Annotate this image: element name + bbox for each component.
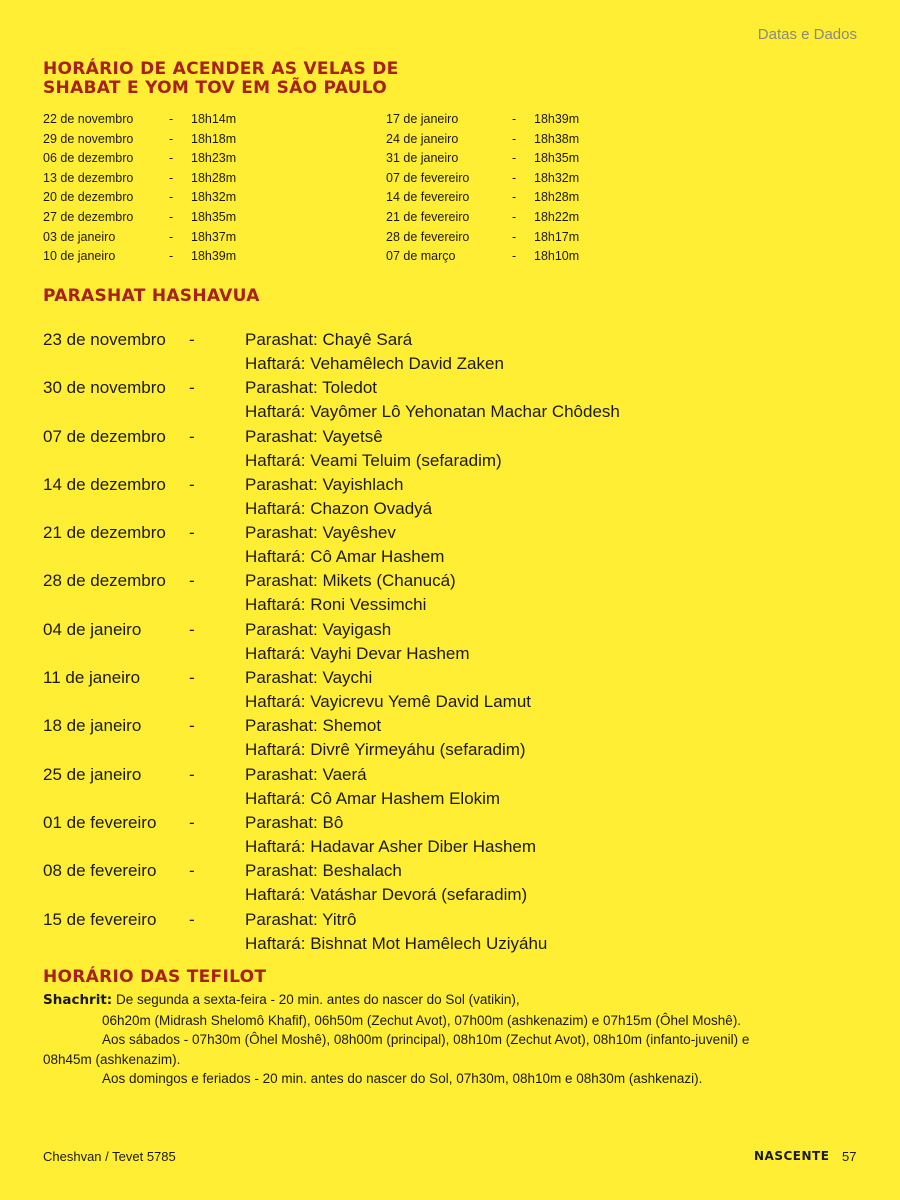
parashat-date: 18 de janeiro bbox=[43, 716, 142, 736]
tefilot-title: HORÁRIO DAS TEFILOT bbox=[43, 967, 267, 987]
parashat-name: Parashat: Vayishlach bbox=[245, 474, 404, 494]
candle-time: 18h37m bbox=[191, 229, 237, 244]
parashat-name: Parashat: Vayigash bbox=[245, 619, 392, 639]
candle-time: 18h17m bbox=[534, 229, 580, 244]
tefilot-weekday-text: De segunda a sexta-feira - 20 min. antes do nascer do Sol (vatikin), bbox=[112, 992, 520, 1007]
candle-date: 21 de fevereiro bbox=[386, 209, 470, 224]
candle-dash: - bbox=[512, 112, 517, 126]
parashat-date: 14 de dezembro bbox=[43, 474, 166, 494]
candle-date: 07 de março bbox=[386, 249, 456, 264]
tefilot-line: 08h45m (ashkenazim). bbox=[43, 1051, 181, 1067]
tefilot-line: Aos domingos e feriados - 20 min. antes do nascer do Sol, 07h30m, 08h10m e 08h30m (ashkenazi). bbox=[102, 1071, 703, 1086]
candle-dash: - bbox=[169, 229, 174, 244]
haftara-name: Haftará: Bishnat Mot Hamêlech Uziyáhu bbox=[245, 933, 548, 953]
candle-date: 17 de janeiro bbox=[386, 112, 459, 126]
parashat-name: Parashat: Vayetsê bbox=[245, 426, 383, 446]
candle-time: 18h18m bbox=[191, 131, 237, 146]
nascente-logo: NASCENTE bbox=[754, 1149, 830, 1163]
haftara-name: Haftará: Chazon Ovadyá bbox=[245, 498, 433, 518]
candle-time: 18h35m bbox=[191, 209, 237, 224]
candle-time-row bbox=[43, 208, 236, 228]
parashat-details bbox=[245, 569, 456, 617]
candle-date: 14 de fevereiro bbox=[386, 190, 470, 205]
tefilot-line bbox=[43, 990, 858, 1011]
candle-time-row bbox=[43, 247, 236, 267]
candle-time-row bbox=[43, 228, 236, 248]
candle-title-line2: SHABAT E YOM TOV EM SÃO PAULO bbox=[43, 78, 388, 98]
candle-date: 24 de janeiro bbox=[386, 131, 459, 146]
candle-date: 27 de dezembro bbox=[43, 209, 134, 224]
candle-times-right-column bbox=[386, 110, 579, 267]
parashat-details bbox=[245, 473, 432, 521]
parashat-date: 11 de janeiro bbox=[43, 668, 141, 688]
haftara-name: Haftará: Vayhi Devar Hashem bbox=[245, 643, 470, 663]
candle-date: 29 de novembro bbox=[43, 131, 134, 146]
parashat-name: Parashat: Chayê Sará bbox=[245, 330, 413, 349]
parashat-date: 01 de fevereiro bbox=[43, 812, 157, 832]
candle-time-row bbox=[386, 247, 579, 267]
candle-time: 18h23m bbox=[191, 151, 237, 166]
parashat-dash: - bbox=[189, 330, 195, 349]
candle-times-left-column bbox=[43, 110, 236, 267]
parashat-details bbox=[245, 666, 531, 714]
haftara-name: Haftará: Vatáshar Devorá (sefaradim) bbox=[245, 885, 528, 905]
haftara-name: Haftará: Vehamêlech David Zaken bbox=[245, 354, 504, 373]
parashat-name: Parashat: Vaerá bbox=[245, 764, 367, 784]
parashat-dash: - bbox=[189, 378, 195, 398]
parashat-details bbox=[245, 328, 504, 376]
parashat-details bbox=[245, 908, 547, 956]
candle-time: 18h35m bbox=[534, 151, 580, 166]
parashat-date: 28 de dezembro bbox=[43, 571, 166, 591]
shachrit-label: Shachrit: bbox=[43, 992, 113, 1008]
candle-dash: - bbox=[169, 190, 174, 205]
candle-dash: - bbox=[169, 249, 174, 264]
candle-time: 18h10m bbox=[534, 249, 580, 264]
candle-time-row bbox=[43, 110, 236, 130]
candle-time-row bbox=[386, 130, 579, 150]
candle-date: 07 de fevereiro bbox=[386, 170, 470, 185]
parashat-dash: - bbox=[189, 764, 195, 784]
candle-dash: - bbox=[169, 151, 174, 166]
page-number: 57 bbox=[842, 1149, 857, 1164]
candle-dash: - bbox=[512, 249, 517, 264]
parashat-name: Parashat: Vaychi bbox=[245, 668, 373, 688]
candle-date: 06 de dezembro bbox=[43, 151, 134, 166]
candle-dash: - bbox=[512, 229, 517, 244]
parashat-details bbox=[245, 714, 526, 762]
candle-dash: - bbox=[512, 209, 517, 224]
candle-time: 18h32m bbox=[191, 190, 237, 205]
parashat-date: 21 de dezembro bbox=[43, 523, 166, 543]
parashat-name: Parashat: Bô bbox=[245, 812, 344, 832]
parashat-details bbox=[245, 521, 444, 569]
parashat-dash: - bbox=[189, 571, 195, 591]
parashat-name: Parashat: Shemot bbox=[245, 716, 382, 736]
haftara-name: Haftará: Vayômer Lô Yehonatan Machar Chôdesh bbox=[245, 402, 620, 422]
parashat-title: PARASHAT HASHAVUA bbox=[43, 286, 260, 306]
candle-lighting-title bbox=[43, 60, 399, 98]
parashat-date: 23 de novembro bbox=[43, 330, 166, 349]
candle-title-line1: HORÁRIO DE ACENDER AS VELAS DE bbox=[43, 59, 399, 79]
parashat-dash: - bbox=[189, 523, 195, 543]
candle-time-row bbox=[386, 169, 579, 189]
parashat-date: 08 de fevereiro bbox=[43, 861, 157, 881]
candle-dash: - bbox=[169, 170, 174, 185]
candle-date: 20 de dezembro bbox=[43, 190, 134, 205]
candle-time-row bbox=[43, 149, 236, 169]
candle-dash: - bbox=[169, 112, 174, 126]
parashat-dash: - bbox=[189, 716, 195, 736]
candle-dash: - bbox=[169, 209, 174, 224]
candle-time: 18h39m bbox=[191, 249, 237, 264]
parashat-dash: - bbox=[189, 812, 195, 832]
parashat-date: 07 de dezembro bbox=[43, 426, 166, 446]
candle-date: 31 de janeiro bbox=[386, 151, 459, 166]
candle-time-row bbox=[43, 130, 236, 150]
parashat-name: Parashat: Vayêshev bbox=[245, 523, 396, 543]
candle-dash: - bbox=[512, 190, 517, 205]
tefilot-line: Aos sábados - 07h30m (Ôhel Moshê), 08h00m (principal), 08h10m (Zechut Avot), 08h10m (infanto-juvenil) e bbox=[102, 1032, 750, 1047]
parashat-date: 04 de janeiro bbox=[43, 619, 142, 639]
candle-time-row bbox=[386, 228, 579, 248]
parashat-name: Parashat: Yitrô bbox=[245, 909, 357, 929]
candle-time: 18h38m bbox=[534, 131, 580, 146]
parashat-details bbox=[245, 376, 620, 424]
haftara-name: Haftará: Divrê Yirmeyáhu (sefaradim) bbox=[245, 740, 526, 760]
section-label: Datas e Dados bbox=[757, 26, 857, 43]
haftara-name: Haftará: Roni Vessimchi bbox=[245, 595, 427, 615]
parashat-dash: - bbox=[189, 619, 195, 639]
candle-time: 18h28m bbox=[191, 170, 237, 185]
parashat-dash: - bbox=[189, 474, 195, 494]
tefilot-line: 06h20m (Midrash Shelomô Khafif), 06h50m (Zechut Avot), 07h00m (ashkenazim) e 07h15m (Ôhel Moshê). bbox=[102, 1012, 742, 1028]
parashat-date: 30 de novembro bbox=[43, 378, 166, 398]
candle-dash: - bbox=[512, 131, 517, 146]
haftara-name: Haftará: Vayicrevu Yemê David Lamut bbox=[245, 692, 531, 712]
candle-date: 10 de janeiro bbox=[43, 249, 116, 264]
candle-date: 28 de fevereiro bbox=[386, 229, 470, 244]
parashat-dash: - bbox=[189, 668, 195, 688]
haftara-name: Haftará: Veami Teluim (sefaradim) bbox=[245, 450, 502, 470]
parashat-date: 15 de fevereiro bbox=[43, 909, 157, 929]
candle-time: 18h28m bbox=[534, 190, 580, 205]
candle-time-row bbox=[386, 208, 579, 228]
parashat-dash: - bbox=[189, 861, 195, 881]
parashat-details bbox=[245, 618, 470, 666]
parashat-details bbox=[245, 811, 536, 859]
parashat-details bbox=[245, 859, 527, 907]
candle-time: 18h32m bbox=[534, 170, 580, 185]
parashat-name: Parashat: Toledot bbox=[245, 378, 377, 398]
candle-date: 03 de janeiro bbox=[43, 229, 116, 244]
haftara-name: Haftará: Cô Amar Hashem Elokim bbox=[245, 788, 501, 808]
parashat-dash: - bbox=[189, 909, 195, 929]
candle-time-row bbox=[43, 169, 236, 189]
candle-time: 18h22m bbox=[534, 209, 580, 224]
candle-time: 18h14m bbox=[191, 112, 237, 126]
haftara-name: Haftará: Cô Amar Hashem bbox=[245, 547, 445, 567]
parashat-date: 25 de janeiro bbox=[43, 764, 142, 784]
haftara-name: Haftará: Hadavar Asher Diber Hashem bbox=[245, 836, 537, 856]
candle-time-row bbox=[386, 110, 579, 130]
issue-label: Cheshvan / Tevet 5785 bbox=[43, 1149, 176, 1164]
parashat-details bbox=[245, 763, 500, 811]
candle-dash: - bbox=[512, 170, 517, 185]
candle-dash: - bbox=[512, 151, 517, 166]
candle-date: 22 de novembro bbox=[43, 112, 134, 126]
candle-dash: - bbox=[169, 131, 174, 146]
candle-date: 13 de dezembro bbox=[43, 170, 134, 185]
candle-time-row bbox=[386, 149, 579, 169]
candle-time: 18h39m bbox=[534, 112, 580, 126]
candle-time-row bbox=[386, 188, 579, 208]
candle-time-row bbox=[43, 188, 236, 208]
parashat-dash: - bbox=[189, 426, 195, 446]
parashat-name: Parashat: Beshalach bbox=[245, 861, 402, 881]
tefilot-body bbox=[43, 990, 858, 1089]
parashat-details bbox=[245, 425, 502, 473]
parashat-name: Parashat: Mikets (Chanucá) bbox=[245, 571, 456, 591]
